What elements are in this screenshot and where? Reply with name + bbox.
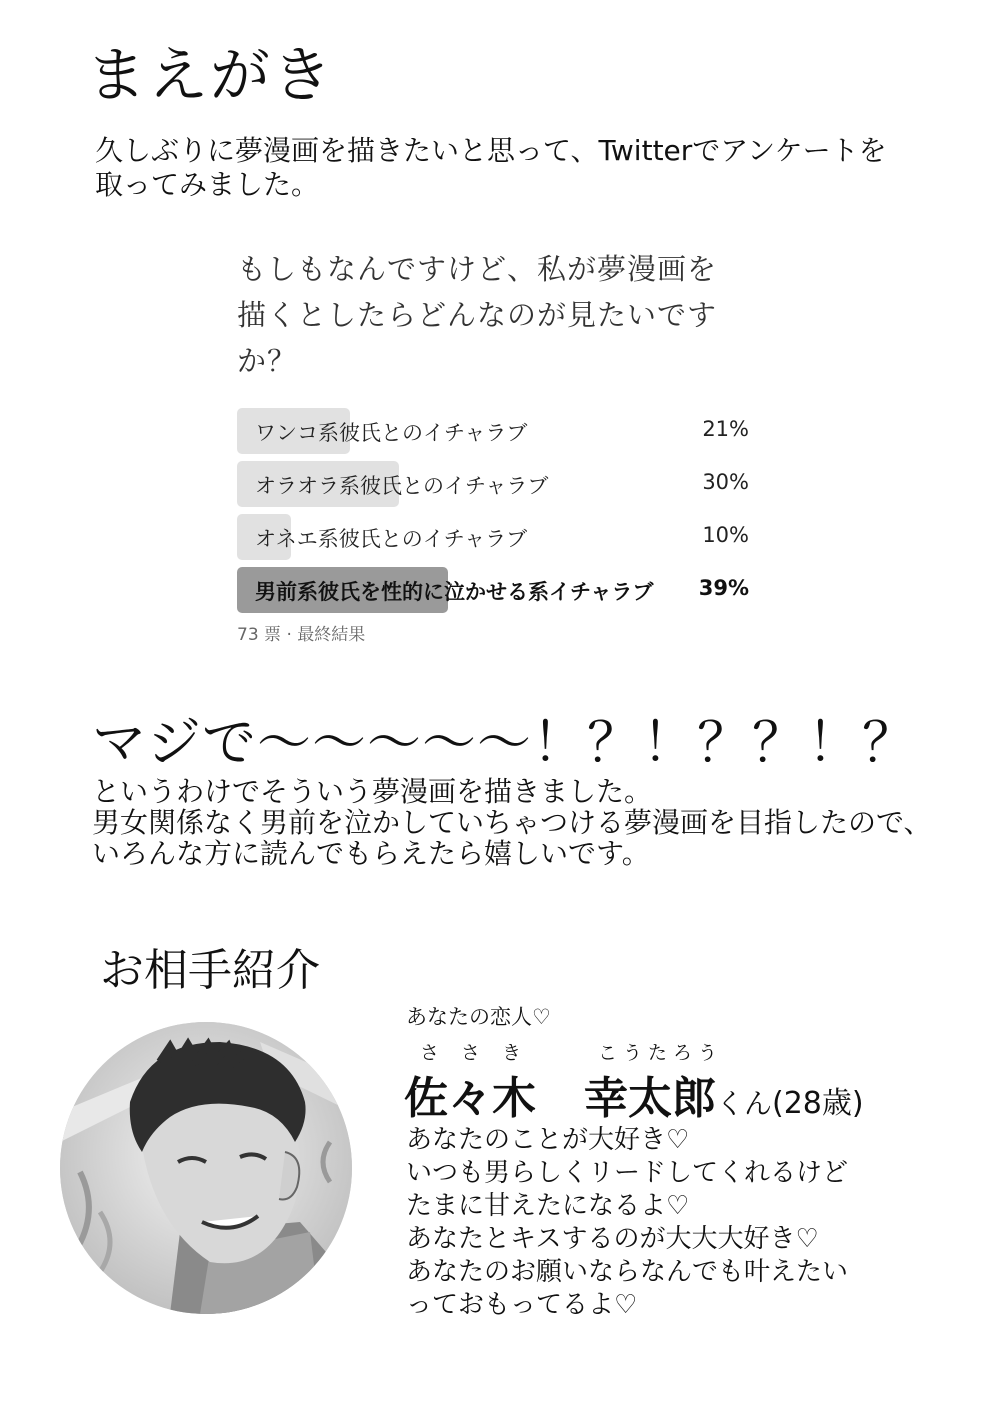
intro-line: 取ってみました。 [95, 168, 320, 201]
poll-option-percent: 30% [702, 470, 749, 494]
description-line: いつも男らしくリードしてくれるけど [406, 1158, 849, 1188]
description-line: たまに甘えたになるよ♡ [406, 1191, 690, 1221]
poll-question-line: か？ [237, 344, 298, 378]
description-line: あなたのことが大好き♡ [406, 1125, 690, 1155]
description-line: あなたのお願いならなんでも叶えたい [406, 1257, 849, 1287]
twitter-poll [237, 246, 757, 645]
poll-option-label: 男前系彼氏を性的に泣かせる系イチャラブ [255, 580, 654, 604]
poll-options [237, 408, 757, 613]
profile-subtitle: あなたの恋人♡ [406, 1005, 551, 1029]
body-line: いろんな方に読んでもらえたら嬉しいです。 [92, 837, 650, 870]
description-line: あなたとキスするのが大大大好き♡ [406, 1224, 819, 1254]
ruby-given-name: こうたろう [598, 1042, 724, 1064]
section-heading: マジで〜〜〜〜〜！？！？？！？ [92, 711, 917, 774]
character-age: (28歳) [772, 1086, 864, 1121]
body-line: 男女関係なく男前を泣かしていちゃつける夢漫画を目指したので、 [92, 806, 932, 839]
poll-option-winner [237, 567, 749, 613]
character-name [404, 1062, 864, 1126]
character-portrait [60, 1022, 352, 1314]
family-name: 佐々木 [404, 1073, 536, 1124]
ruby-family-name: ささき [420, 1042, 544, 1064]
poll-option-label: オネエ系彼氏とのイチャラブ [255, 527, 528, 551]
poll-question [237, 246, 757, 384]
poll-option-label: ワンコ系彼氏とのイチャラブ [255, 421, 528, 445]
given-name: 幸太郎 [584, 1073, 716, 1124]
poll-option-percent: 39% [698, 576, 749, 600]
honorific: くん [716, 1087, 773, 1120]
page-title: まえがき [86, 41, 334, 111]
poll-option [237, 408, 749, 454]
character-illustration [60, 1022, 352, 1314]
section-body [92, 776, 992, 869]
poll-question-line: 描くとしたらどんなのが見たいです [237, 298, 718, 332]
poll-option-label: オラオラ系彼氏とのイチャラブ [255, 474, 549, 498]
profile-description [406, 1124, 848, 1322]
poll-option-percent: 21% [702, 417, 749, 441]
poll-vote-count: 73 票 · 最終結果 [237, 625, 366, 645]
poll-option-percent: 10% [702, 523, 749, 547]
description-line: っておもってるよ♡ [406, 1290, 638, 1320]
poll-question-line: もしもなんですけど、私が夢漫画を [237, 252, 718, 286]
poll-option [237, 461, 749, 507]
body-line: というわけでそういう夢漫画を描きました。 [92, 775, 653, 808]
intro-text [95, 134, 955, 202]
profile-heading: お相手紹介 [100, 945, 320, 996]
intro-line: 久しぶりに夢漫画を描きたいと思って、Twitterでアンケートを [95, 134, 887, 167]
poll-option [237, 514, 749, 560]
